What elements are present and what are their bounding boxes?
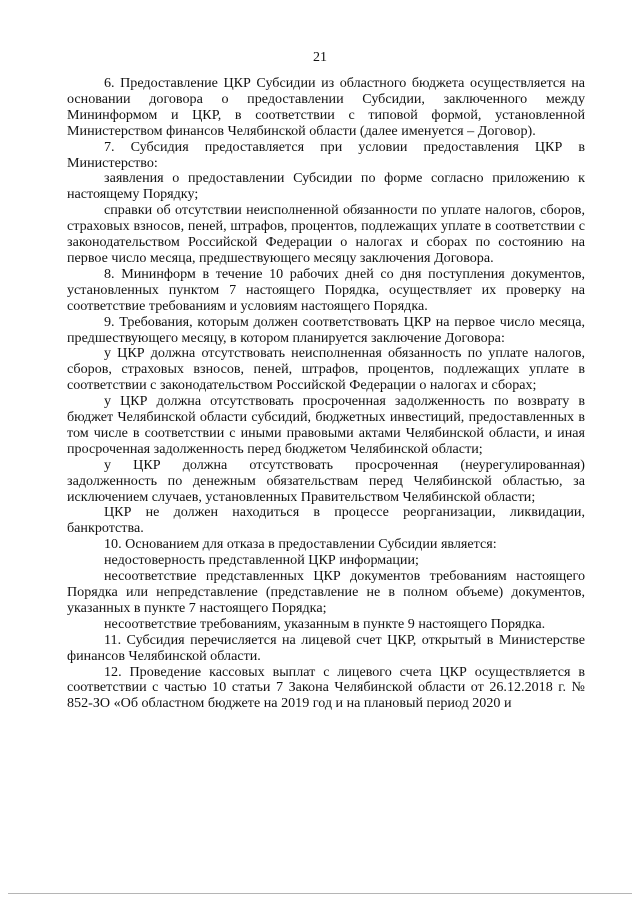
- paragraph-9-item-reorganization: ЦКР не должен находиться в процессе реорганизации, ликвидации, банкротства.: [67, 504, 585, 537]
- document-body: [67, 76, 585, 712]
- paragraph-9-item-obligations: у ЦКР должна отсутствовать просроченная (неурегулированная) задолженность по денежным обязательствам перед Челябинской областью, за исключением случаев, установленных Правительством Челябинской области;: [67, 456, 585, 505]
- scan-edge-divider: [8, 893, 632, 894]
- paragraph-12: 12. Проведение кассовых выплат с лицевого счета ЦКР осуществляется в соответствии с частью 10 статьи 7 Закона Челябинской области от 26.12.2018 г. № 852-ЗО «Об областном бюджете на 2019 год и на плановый период 2020 и: [67, 663, 585, 712]
- page-number: 21: [313, 50, 327, 65]
- paragraph-11: 11. Субсидия перечисляется на лицевой счет ЦКР, открытый в Министерстве финансов Челябинской области.: [67, 631, 585, 664]
- paragraph-7: 7. Субсидия предоставляется при условии предоставления ЦКР в Министерство:: [67, 138, 585, 171]
- paragraph-7-item-application: заявления о предоставлении Субсидии по форме согласно приложению к настоящему Порядку;: [67, 170, 585, 203]
- paragraph-10-item-requirements: несоответствие требованиям, указанным в пункте 9 настоящего Порядка.: [104, 615, 546, 632]
- paragraph-10: 10. Основанием для отказа в предоставлении Субсидии является:: [104, 536, 497, 553]
- paragraph-6: 6. Предоставление ЦКР Субсидии из областного бюджета осуществляется на основании договора о предоставлении Субсидии, заключенного между Мининформом и ЦКР, в соответствии с типовой формой, установленной Министерством финансов Челябинской области (далее именуется – Договор).: [67, 75, 585, 139]
- paragraph-9: 9. Требования, которым должен соответствовать ЦКР на первое число месяца, предшествующего месяцу, в котором планируется заключение Договора:: [67, 313, 585, 346]
- paragraph-9-item-budget-debt: у ЦКР должна отсутствовать просроченная задолженность по возврату в бюджет Челябинской области субсидий, бюджетных инвестиций, предоставленных в том числе в соответствии с иными правовыми актами Челябинской области, и иная просроченная задолженность перед бюджетом Челябинской области;: [67, 393, 585, 457]
- paragraph-9-item-taxes: у ЦКР должна отсутствовать неисполненная обязанность по уплате налогов, сборов, страховых взносов, пеней, штрафов, процентов, подлежащих уплате в соответствии с законодательством Российской Федерации о налогах и сборах;: [67, 345, 585, 394]
- paragraph-10-item-unreliable: недостоверность представленной ЦКР информации;: [104, 552, 419, 569]
- paragraph-10-item-documents: несоответствие представленных ЦКР документов требованиям настоящего Порядка или непредставление (представление не в полном объеме) документов, указанных в пункте 7 настоящего Порядка;: [67, 568, 585, 616]
- paragraph-7-item-certificate: справки об отсутствии неисполненной обязанности по уплате налогов, сборов, страховых взносов, пеней, штрафов, процентов, подлежащих уплате в соответствии с законодательством Российской Федерации о налогах и сборах по состоянию на первое число месяца, предшествующего месяцу заключения Договора.: [67, 202, 585, 266]
- paragraph-8: 8. Мининформ в течение 10 рабочих дней со дня поступления документов, установленных пунктом 7 настоящего Порядка, осуществляет их проверку на соответствие требованиям и условиям настоящего Порядка.: [67, 265, 585, 314]
